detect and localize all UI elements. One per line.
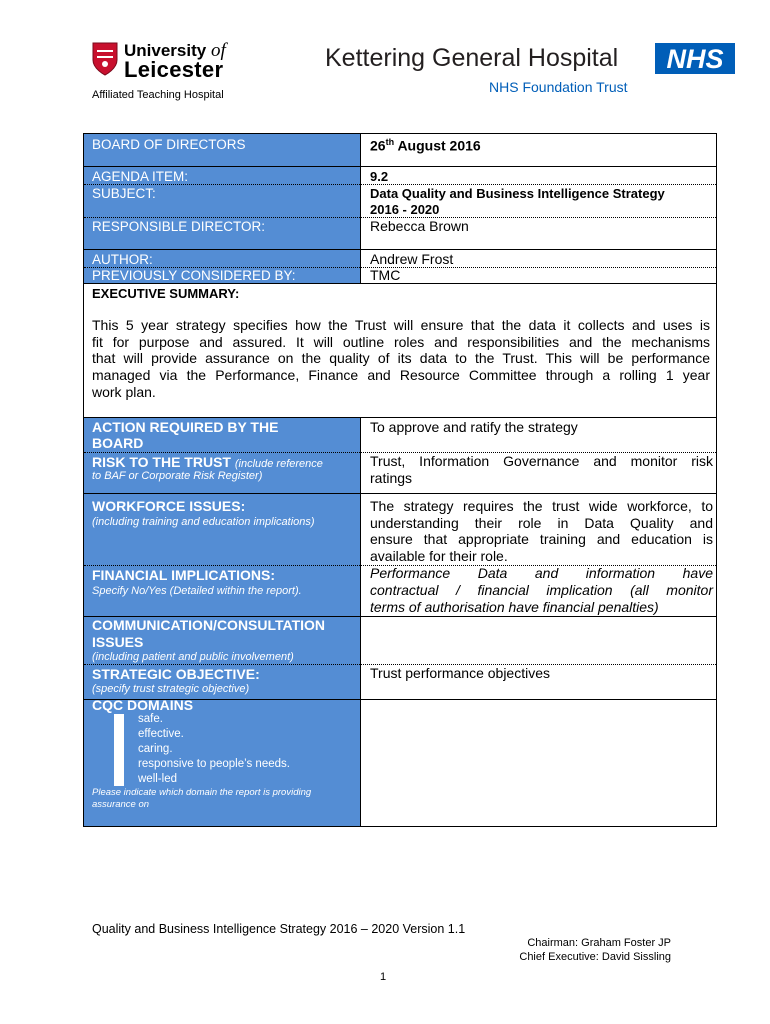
subject-value-line1: Data Quality and Business Intelligence Strategy: [370, 186, 665, 201]
summary-line: managed via the Performance, Finance and Resource Committee through a rolling 1 year: [92, 367, 710, 383]
agenda-value: 9.2: [370, 169, 389, 184]
cqc-domain-responsive: responsive to people’s needs.: [138, 758, 290, 770]
risk-value-line2: ratings: [370, 470, 413, 486]
nhs-logo: [655, 43, 735, 74]
cqc-label: CQC DOMAINS: [92, 697, 194, 713]
action-value: To approve and ratify the strategy: [370, 419, 578, 435]
cqc-note-line1: Please indicate which domain the report is providing: [92, 787, 312, 798]
footer-chairman: Chairman: Graham Foster JP: [527, 937, 671, 949]
board-label: BOARD OF DIRECTORS: [92, 137, 246, 152]
strategic-value: Trust performance objectives: [370, 665, 550, 681]
affiliated-text: Affiliated Teaching Hospital: [92, 89, 224, 101]
comm-label-line2: ISSUES: [92, 634, 144, 650]
summary-line: This 5 year strategy specifies how the Trust will ensure that the data it collects and uses is: [92, 317, 710, 333]
author-value: Andrew Frost: [370, 251, 454, 267]
comm-label-line1: COMMUNICATION/CONSULTATION: [92, 617, 326, 633]
financial-label: FINANCIAL IMPLICATIONS:: [92, 567, 276, 583]
cqc-domain-safe: safe.: [138, 713, 163, 725]
strategic-label: STRATEGIC OBJECTIVE:: [92, 666, 260, 682]
summary-line: that will provide assurance on the quality of its data to the Trust. This will be performance: [92, 350, 710, 366]
uol-of-text: of: [210, 40, 226, 61]
uol-university-text: University: [124, 41, 207, 60]
nhs-logo-text: NHS: [666, 44, 724, 74]
previously-value: TMC: [370, 267, 401, 283]
shield-icon: [92, 42, 118, 76]
cqc-domain-well-led: well-led: [138, 773, 177, 785]
action-label-line2: BOARD: [92, 435, 144, 451]
director-value: Rebecca Brown: [370, 218, 469, 234]
exec-summary-label: EXECUTIVE SUMMARY:: [92, 286, 240, 301]
cqc-checkbox-strip: [114, 714, 124, 786]
action-label-line1: ACTION REQUIRED BY THE: [92, 419, 279, 435]
author-label: AUTHOR:: [92, 252, 153, 267]
agenda-label: AGENDA ITEM:: [92, 169, 189, 184]
risk-label: RISK TO THE TRUST (include reference: [92, 454, 323, 470]
subject-label: SUBJECT:: [92, 186, 156, 201]
cqc-domain-effective: effective.: [138, 728, 184, 740]
risk-value-line1: Trust, Information Governance and monitor risk: [370, 453, 713, 469]
cqc-domain-caring: caring.: [138, 743, 173, 755]
uol-leicester-text: Leicester: [124, 57, 224, 82]
workforce-label: WORKFORCE ISSUES:: [92, 498, 246, 514]
trust-name: NHS Foundation Trust: [489, 79, 628, 95]
previously-label: PREVIOUSLY CONSIDERED BY:: [92, 268, 296, 283]
comm-hint: (including patient and public involvement): [92, 651, 294, 663]
footer-chief-executive: Chief Executive: David Sissling: [519, 951, 671, 963]
summary-line: fit for purpose and assured. It will outline roles and responsibilities and the mechanisms: [92, 334, 710, 350]
board-cover-table: BOARD OF DIRECTORS 26th August 2016 AGENDA ITEM: 9.2 SUBJECT: Data Quality and Business Intelligence Strategy 2016 - 2020 RESPONSIBLE DIRECTOR: Rebecca Brown AUTHOR: Andrew Frost PREVIOUSLY CONSIDERED BY: TMC EXECUTIVE SUMMARY: This 5 year strategy specifies how the Trust will ensure that the data it collects and uses is fit for purpose and assured. It will outline roles and responsibilities and the mechanisms that will provide assurance on the quality of its data to the Trust. This will be performance managed via the Performance, Finance and Resource Committee through a rolling 1 year work plan. ACTION REQUIRED BY THE BOARD To approve and ratify the strategy RISK TO THE TRUST (include reference to BAF or Corporate Risk Register) Trust, Information Governance and monitor risk ratings WORKFORCE ISSUES: (including training and education implications) The strategy requires the trust wide workforce, to understanding their role in Data Quality and ensure that appropriate training and education is available for their role. FINANCIAL IMPLICATIONS: Specify No/Yes (Detailed within the report). Performance Data and information have contractual / financial implication (all monitor terms of authorisation have financial penalties) COMMUNICATION/CONSULTATION ISSUES (including patient and public involvement) STRATEGIC OBJECTIVE: (specify trust strategic objective) Trust performance objectives CQC DOMAINS safe. effective. caring. responsive to people’s needs. well-led Please indicate which domain the report is providing assurance on: [83, 133, 717, 827]
summary-line: work plan.: [92, 384, 156, 400]
footer-document-title: Quality and Business Intelligence Strategy 2016 – 2020 Version 1.1: [92, 922, 466, 936]
director-label: RESPONSIBLE DIRECTOR:: [92, 219, 266, 234]
risk-hint: to BAF or Corporate Risk Register): [92, 470, 263, 482]
cqc-note-line2: assurance on: [92, 799, 150, 810]
meeting-date: 26th August 2016: [370, 137, 481, 154]
subject-value-line2: 2016 - 2020: [370, 202, 440, 217]
workforce-hint: (including training and education implications): [92, 516, 315, 528]
hospital-name: Kettering General Hospital: [325, 44, 619, 72]
page-number: 1: [380, 971, 387, 983]
strategic-hint: (specify trust strategic objective): [92, 683, 250, 695]
financial-hint: Specify No/Yes (Detailed within the report).: [92, 585, 302, 597]
